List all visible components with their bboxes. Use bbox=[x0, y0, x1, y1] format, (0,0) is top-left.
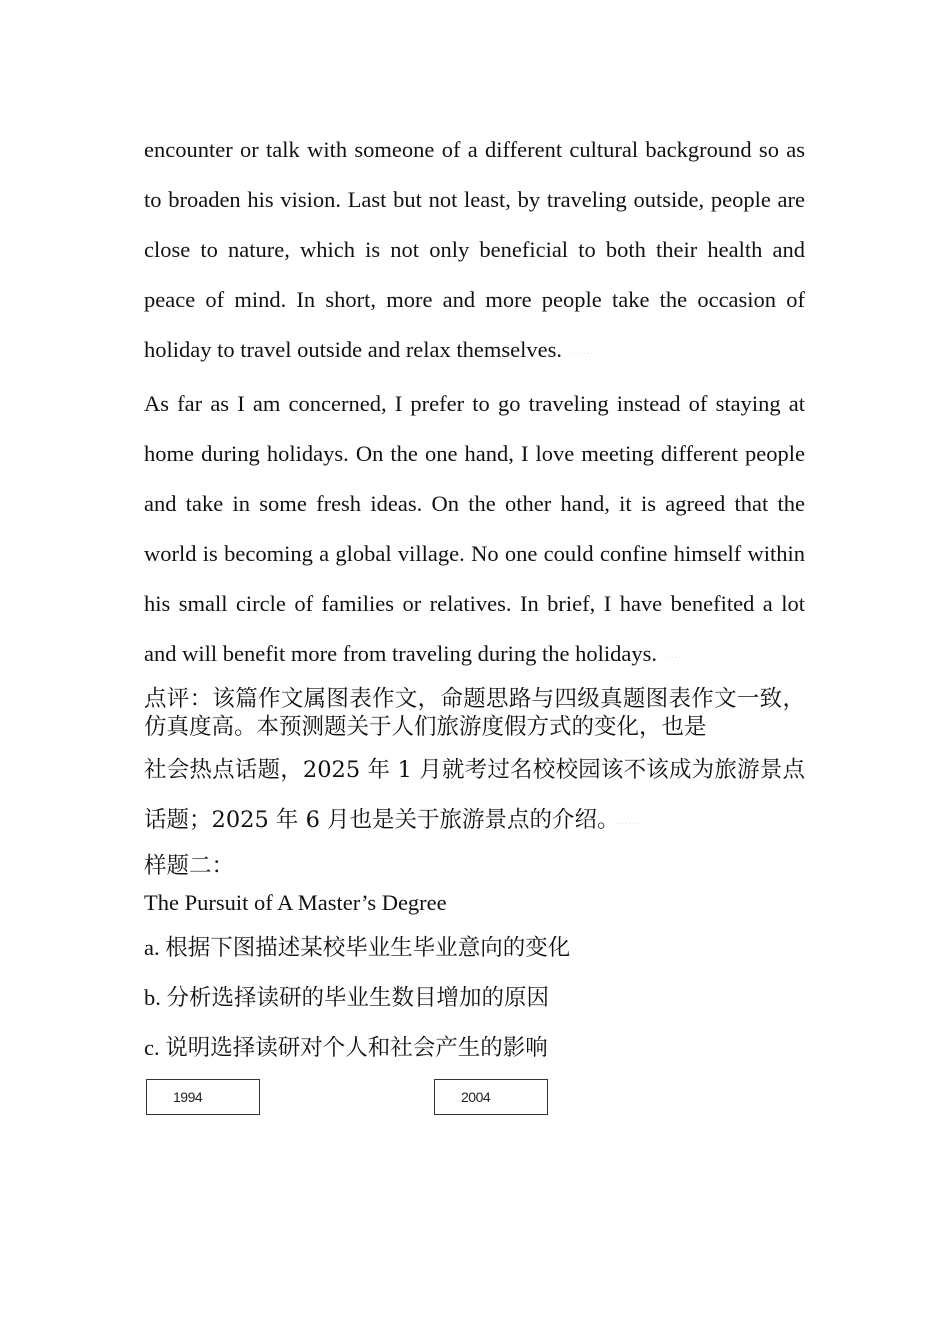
year-box-1994: 1994 bbox=[146, 1079, 260, 1115]
year-box-2004: 2004 bbox=[434, 1079, 548, 1115]
task-item-a: a. 根据下图描述某校毕业生毕业意向的变化 bbox=[144, 935, 571, 960]
essay-paragraph-2 bbox=[144, 379, 805, 683]
task-item-b: b. 分析选择读研的毕业生数目增加的原因 bbox=[144, 985, 550, 1010]
faint-mark: ····· bbox=[663, 652, 682, 664]
review-paragraph-a: 点评：该篇作文属图表作文，命题思路与四级真题图表作文一致，仿真度高。本预测题关于人们旅游度假方式的变化，也是 bbox=[144, 686, 805, 740]
faint-mark: ······· bbox=[614, 817, 639, 830]
task-item-c: c. 说明选择读研对个人和社会产生的影响 bbox=[144, 1035, 548, 1060]
review-paragraph-b-text: 社会热点话题，2025 年 1 月就考过名校校园该不该成为旅游景点话题；2025 年 6 月也是关于旅游景点的介绍。 bbox=[144, 757, 805, 833]
essay-paragraph-1-text: encounter or talk with someone of a different cultural background so as to broaden his vision. Last but not least, by traveling outside, people are close to nature, which is not only beneficial to both their health and peace of mind. In short, more and more people take the occasion of holiday to travel outside and relax themselves. bbox=[144, 137, 805, 362]
sample-heading: 样题二： bbox=[144, 853, 235, 879]
review-paragraph-b bbox=[144, 745, 805, 849]
essay-paragraph-1 bbox=[144, 125, 805, 379]
chart-year-boxes bbox=[144, 1075, 805, 1121]
essay-paragraph-2-text: As far as I am concerned, I prefer to go traveling instead of staying at home during holidays. On the one hand, I love meeting different people and take in some fresh ideas. On the other hand, it is agreed that the world is becoming a global village. No one could confine himself within his small circle of families or relatives. In brief, I have benefited a lot and will benefit more from traveling during the holidays. bbox=[144, 391, 805, 666]
faint-mark: ······· bbox=[568, 348, 594, 360]
sample-title: The Pursuit of A Master’s Degree bbox=[144, 890, 447, 915]
document-body bbox=[144, 125, 805, 1121]
